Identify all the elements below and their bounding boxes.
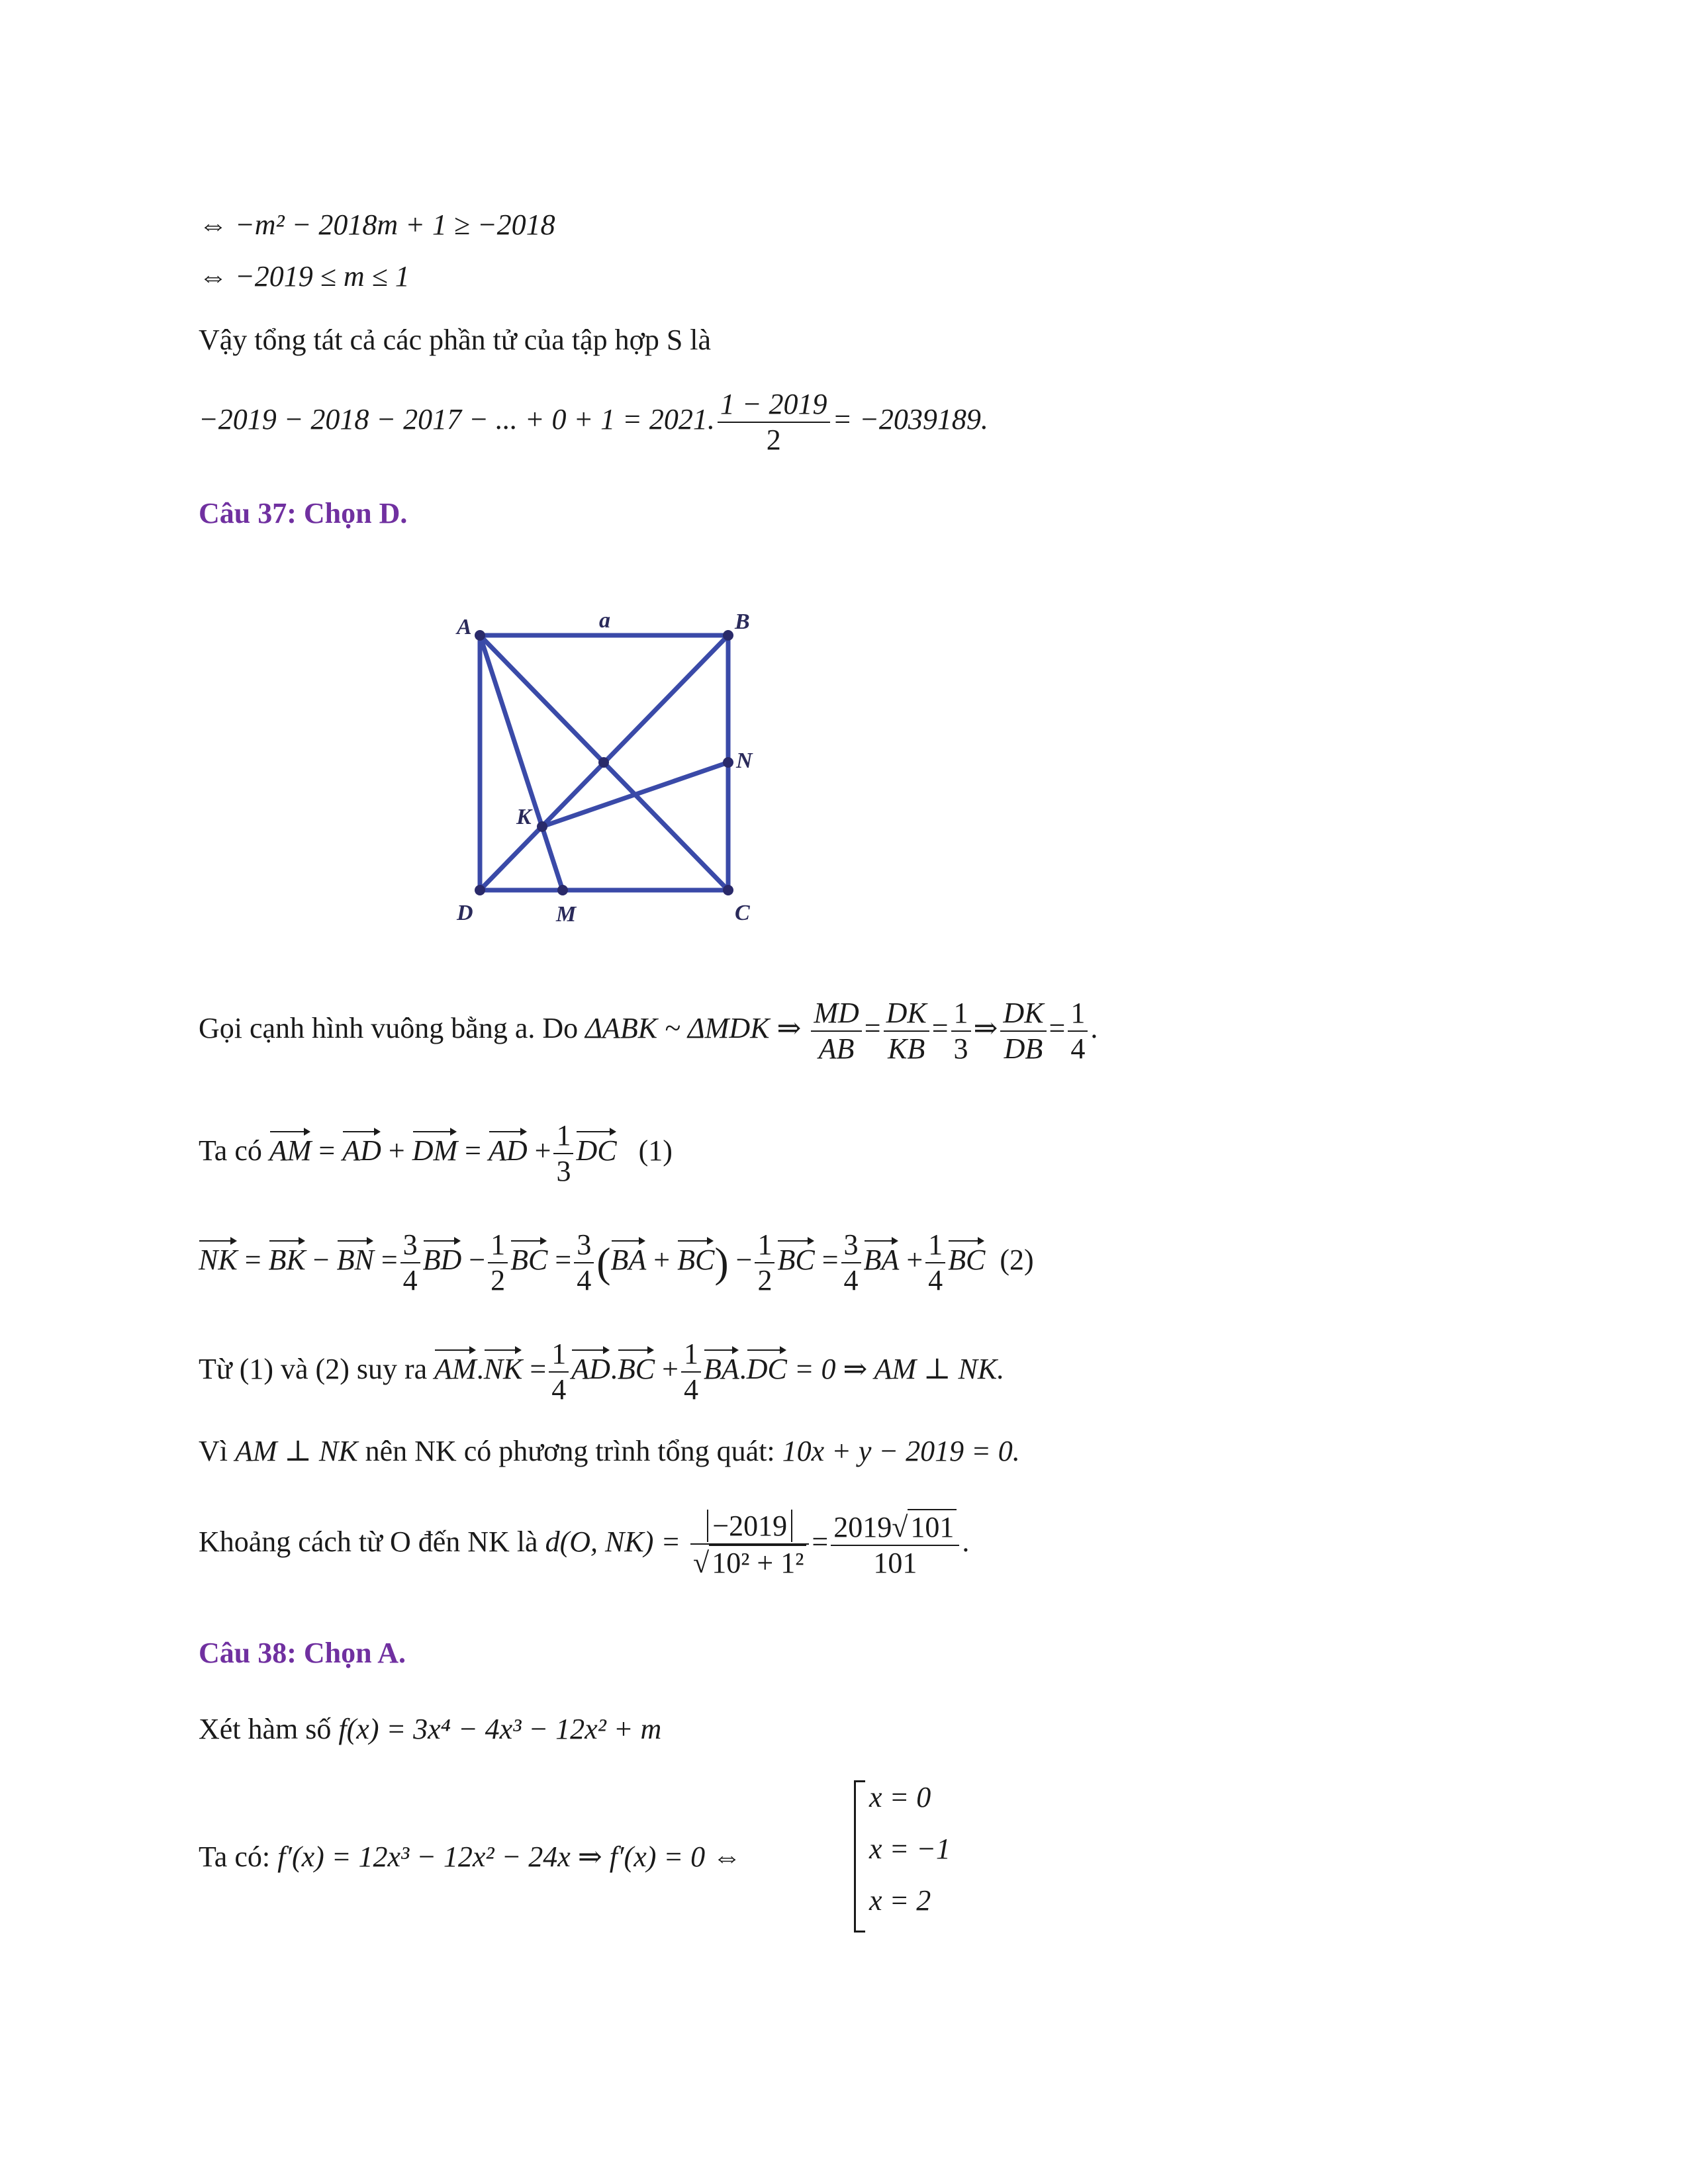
derivative-math: f′(x) = 12x³ − 12x² − 24x ⇒ f′(x) = 0 ⇔ — [277, 1841, 742, 1873]
ta-co-text-2: Ta có: — [199, 1841, 278, 1873]
line-vector-nk: NK = BK − BN = $\frac{3}{4}$ BD − $\frac{1}{2}$ BC = $\frac{3}{4}$ (BA + BC) − $\frac{1}{2}$ BC = $\frac{3}{4}$ BA + $\frac{1}{4}$ BC (2) — [199, 1228, 1034, 1297]
point-n — [723, 757, 733, 768]
nk-text: nên NK có phương trình tổng quát: — [357, 1435, 782, 1467]
frac-1-4 — [1068, 996, 1088, 1066]
label-d: D — [457, 901, 473, 925]
tag-2: (2) — [1000, 1244, 1034, 1277]
line-similarity: Gọi cạnh hình vuông bằng a. Do ΔABK ~ ΔMDK ⇒ $\frac{MD}{AB}$ = $\frac{DK}{KB}$ = $\frac{1}{3}$ ⇒ $\frac{DK}{DB}$ = $\frac{1}{4}$ . — [199, 997, 1098, 1065]
label-m: M — [556, 902, 577, 927]
line-vector-am: Ta có AM = AD + DM = AD + $\frac{1}{3}$ DC (1) — [199, 1119, 673, 1187]
label-a: A — [457, 615, 472, 639]
frac-three: 3 — [953, 1032, 968, 1065]
sum-rhs: = −2039189. — [832, 403, 988, 436]
label-side-a: a — [599, 608, 610, 633]
vi-text: Vì — [199, 1435, 235, 1467]
frac-dk-kb — [884, 996, 929, 1066]
similarity-text: Gọi cạnh hình vuông bằng a. Do — [199, 1012, 586, 1045]
distance-frac-1: $\frac{-2019}{\text{√10² + 1²}}$ — [690, 1509, 809, 1580]
frac-four: 4 — [1070, 1032, 1086, 1065]
line-inequality-2: ⇔ −2019 ≤ m ≤ 1 — [199, 260, 410, 293]
point-d — [475, 885, 485, 895]
label-k: K — [516, 805, 532, 829]
label-b: B — [735, 610, 750, 634]
line-sum-formula — [199, 387, 988, 457]
frac-dk: DK — [884, 996, 929, 1032]
segment-am — [480, 635, 563, 890]
line-distance: Khoảng cách từ O đến NK là d(O, NK) = $\frac{-2019}{\text{√10² + 1²}}$ = $\frac{2019√101}{101}$ . — [199, 1510, 970, 1579]
perp-math: AM ⊥ NK — [235, 1435, 358, 1467]
ta-co-text: Ta có — [199, 1134, 269, 1167]
line-sum-intro: Vậy tổng tát cả các phần tử của tập hợp S là — [199, 324, 712, 356]
frac-ab: AB — [818, 1032, 855, 1065]
xet-ham-so-text: Xét hàm số — [199, 1713, 339, 1745]
sum-lhs: −2019 − 2018 − 2017 − ... + 0 + 1 = 2021. — [199, 403, 715, 436]
frac-db: DB — [1004, 1032, 1043, 1065]
square-figure — [450, 596, 788, 927]
label-n: N — [736, 749, 753, 773]
root-2: x = −1 — [869, 1833, 951, 1865]
sum-frac-num: 1 − 2019 — [718, 387, 830, 423]
point-o — [598, 757, 609, 768]
sum-fraction — [718, 387, 830, 457]
line-dot-product: Từ (1) và (2) suy ra AM.NK = $\frac{1}{4}$ AD.BC + $\frac{1}{4}$ BA.DC = 0 ⇒ AM ⊥ NK. — [199, 1338, 1005, 1406]
point-b — [723, 630, 733, 641]
distance-num-2b: 101 — [908, 1509, 957, 1545]
distance-num-2a: 2019 — [833, 1511, 892, 1543]
line-derivative — [199, 1839, 741, 1876]
heading-cau-37: Câu 37: Chọn D. — [199, 497, 408, 529]
frac-kb: KB — [888, 1032, 925, 1065]
roots-cases — [854, 1780, 962, 1933]
line-inequality-1: ⇔ −m² − 2018m + 1 ≥ −2018 — [199, 208, 555, 241]
line-nk-equation — [199, 1433, 1020, 1470]
frac-1-3 — [951, 996, 971, 1066]
function-math: f(x) = 3x⁴ − 4x³ − 12x² + m — [338, 1713, 662, 1745]
heading-cau-38: Câu 38: Chọn A. — [199, 1637, 406, 1669]
root-3: x = 2 — [869, 1884, 931, 1917]
similarity-math: ΔABK ~ ΔMDK ⇒ — [585, 1012, 802, 1045]
point-k — [537, 821, 547, 832]
frac-dk-db — [1000, 996, 1046, 1066]
frac-md-ab — [811, 996, 861, 1066]
dot-product-result: = 0 ⇒ AM ⊥ NK. — [794, 1353, 1005, 1386]
frac-one-2: 1 — [1068, 996, 1088, 1032]
frac-one: 1 — [951, 996, 971, 1032]
distance-den-2: 101 — [873, 1547, 917, 1579]
tag-1: (1) — [638, 1134, 673, 1167]
point-m — [557, 885, 568, 895]
label-c: C — [735, 901, 750, 925]
distance-lhs: d(O, NK) = — [545, 1525, 681, 1559]
distance-num-1: −2019 — [707, 1510, 792, 1542]
frac-dk-2: DK — [1000, 996, 1046, 1032]
sum-frac-den: 2 — [766, 424, 781, 456]
point-a — [475, 630, 485, 641]
frac-md: MD — [811, 996, 861, 1032]
distance-den-1: 10² + 1² — [709, 1545, 806, 1580]
distance-frac-2: $\frac{2019√101}{101}$ — [831, 1509, 959, 1580]
root-1: x = 0 — [869, 1781, 931, 1813]
nk-equation: 10x + y − 2019 = 0. — [782, 1435, 1020, 1467]
line-function — [199, 1711, 661, 1748]
point-c — [723, 885, 733, 895]
tu-text: Từ (1) và (2) suy ra — [199, 1353, 435, 1386]
distance-text: Khoảng cách từ O đến NK là — [199, 1525, 545, 1559]
